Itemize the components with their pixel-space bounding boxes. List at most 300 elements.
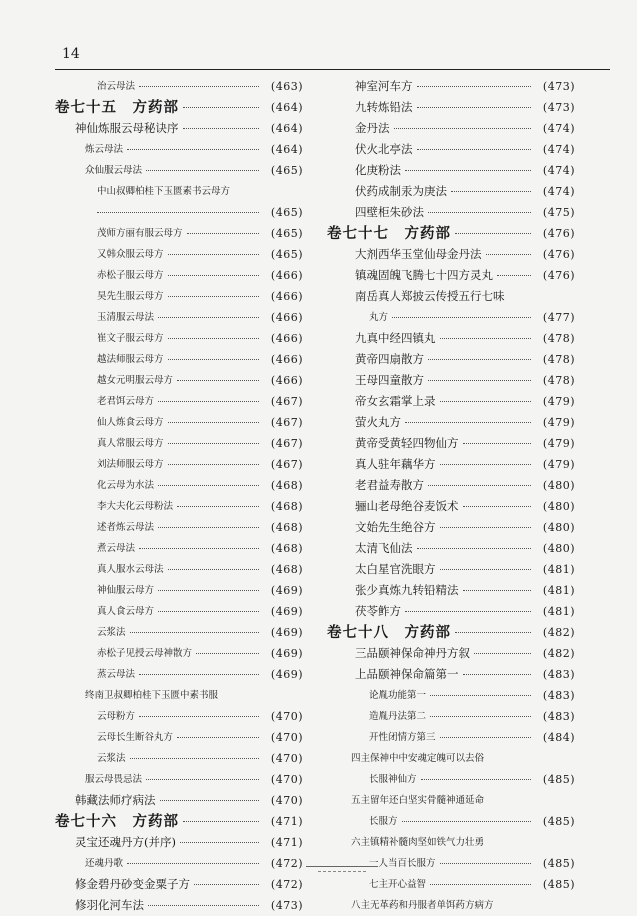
toc-leader-dots xyxy=(180,842,259,843)
toc-entry-page: (468) xyxy=(270,542,303,555)
toc-entry-title: 太白星官洗眼方 xyxy=(355,562,436,576)
toc-entry-page: (478) xyxy=(542,374,575,387)
toc-entry-title: 越法师服云母方 xyxy=(97,354,164,365)
toc-leader-dots xyxy=(428,212,531,213)
toc-leader-dots xyxy=(405,422,531,423)
toc-entry xyxy=(327,517,575,538)
toc-leader-dots xyxy=(139,716,259,717)
toc-entry xyxy=(327,454,575,475)
toc-entry xyxy=(55,853,303,874)
toc-entry-title: 卷七十六 方药部 xyxy=(55,813,179,830)
toc-entry-page: (464) xyxy=(270,122,303,135)
toc-leader-dots xyxy=(160,800,260,801)
toc-entry xyxy=(327,118,575,139)
toc-entry-title: 修金碧丹砂变金粟子方 xyxy=(75,877,190,891)
toc-leader-dots xyxy=(417,149,532,150)
toc-entry xyxy=(327,748,575,769)
toc-entry xyxy=(327,97,575,118)
toc-entry-title: 张少真炼九转铅精法 xyxy=(355,583,459,597)
toc-entry-title: 服云母畏忌法 xyxy=(85,774,143,785)
toc-entry-title: 修羽化河车法 xyxy=(75,898,144,912)
toc-leader-dots xyxy=(146,779,259,780)
toc-entry-page: (471) xyxy=(270,815,303,828)
toc-entry-title: 云浆法 xyxy=(97,753,126,764)
toc-entry-page: (483) xyxy=(542,710,575,723)
toc-entry xyxy=(327,832,575,853)
toc-leader-dots xyxy=(146,170,259,171)
toc-entry-title: 治云母法 xyxy=(97,81,136,92)
toc-leader-dots xyxy=(417,86,532,87)
toc-entry xyxy=(55,328,303,349)
toc-leader-dots xyxy=(139,548,259,549)
toc-leader-dots xyxy=(139,674,259,675)
toc-entry xyxy=(327,328,575,349)
toc-entry-title: 伏火北亭法 xyxy=(355,142,413,156)
toc-leader-dots xyxy=(130,758,259,759)
toc-entry xyxy=(327,76,575,97)
toc-leader-dots xyxy=(428,380,531,381)
toc-entry xyxy=(55,265,303,286)
toc-entry-page: (464) xyxy=(270,101,303,114)
toc-entry-page: (476) xyxy=(542,248,575,261)
toc-entry xyxy=(55,727,303,748)
toc-entry xyxy=(327,811,575,832)
toc-entry-title: 茯苓鲊方 xyxy=(355,604,401,618)
toc-entry xyxy=(327,706,575,727)
toc-leader-dots xyxy=(127,863,259,864)
toc-entry-page: (478) xyxy=(542,332,575,345)
toc-entry xyxy=(55,874,303,895)
toc-leader-dots xyxy=(187,233,259,234)
toc-leader-dots xyxy=(430,695,531,696)
toc-entry-title: 卷七十五 方药部 xyxy=(55,99,179,116)
toc-entry-page: (470) xyxy=(270,710,303,723)
toc-leader-dots xyxy=(168,338,259,339)
toc-entry xyxy=(55,895,303,916)
toc-entry-page: (474) xyxy=(542,143,575,156)
toc-leader-dots xyxy=(394,128,532,129)
toc-entry-title: 九真中经四镇丸 xyxy=(355,331,436,345)
toc-entry xyxy=(55,538,303,559)
toc-entry-title: 长服方 xyxy=(369,816,398,827)
toc-entry xyxy=(55,349,303,370)
toc-entry-page: (485) xyxy=(542,857,575,870)
toc-entry xyxy=(327,538,575,559)
toc-entry-title: 煮云母法 xyxy=(97,543,136,554)
toc-volume-heading xyxy=(327,223,575,244)
toc-entry-page: (466) xyxy=(270,374,303,387)
toc-entry-page: (480) xyxy=(542,500,575,513)
toc-volume-heading xyxy=(327,622,575,643)
toc-entry-title: 中山叔卿柏桂下玉匮素书云母方 xyxy=(97,186,231,197)
toc-entry-page: (473) xyxy=(542,101,575,114)
toc-leader-dots xyxy=(455,233,531,234)
toc-entry-title: 骊山老母绝谷麦饭术 xyxy=(355,499,459,513)
toc-entry xyxy=(55,832,303,853)
toc-leader-dots xyxy=(177,737,259,738)
toc-entry xyxy=(327,643,575,664)
toc-entry-page: (475) xyxy=(542,206,575,219)
toc-leader-dots xyxy=(402,821,531,822)
toc-leader-dots xyxy=(168,359,259,360)
toc-entry xyxy=(327,139,575,160)
toc-entry-page: (480) xyxy=(542,521,575,534)
toc-entry-title: 长服神仙方 xyxy=(369,774,417,785)
toc-leader-dots xyxy=(127,149,259,150)
toc-entry-page: (478) xyxy=(542,353,575,366)
toc-entry-page: (468) xyxy=(270,500,303,513)
toc-entry xyxy=(55,517,303,538)
toc-entry-title: 一人当百长服方 xyxy=(369,858,436,869)
toc-entry-page: (468) xyxy=(270,479,303,492)
toc-entry-title: 云母长生断谷丸方 xyxy=(97,732,174,743)
toc-leader-dots xyxy=(440,737,531,738)
toc-entry-page: (479) xyxy=(542,416,575,429)
toc-leader-dots xyxy=(168,464,259,465)
toc-entry xyxy=(327,790,575,811)
toc-entry-title: 蒸云母法 xyxy=(97,669,136,680)
toc-leader-dots xyxy=(177,506,259,507)
toc-entry-title: 丸方 xyxy=(369,312,389,323)
toc-entry-title: 黄帝四扇散方 xyxy=(355,352,424,366)
toc-entry-title: 还魂丹歌 xyxy=(85,858,124,869)
toc-entry xyxy=(327,433,575,454)
toc-entry-page: (485) xyxy=(542,815,575,828)
toc-entry-page: (481) xyxy=(542,563,575,576)
toc-leader-dots xyxy=(183,821,259,822)
toc-leader-dots xyxy=(440,527,532,528)
toc-entry-page: (473) xyxy=(270,899,303,912)
toc-entry-page: (479) xyxy=(542,395,575,408)
toc-entry-page: (469) xyxy=(270,584,303,597)
toc-entry-page: (480) xyxy=(542,479,575,492)
toc-entry-page: (483) xyxy=(542,668,575,681)
toc-entry xyxy=(55,307,303,328)
toc-entry xyxy=(327,349,575,370)
toc-entry xyxy=(55,790,303,811)
toc-entry-title: 李大夫化云母粉法 xyxy=(97,501,174,512)
toc-entry-title: 越女元明服云母方 xyxy=(97,375,174,386)
toc-entry-title: 真人驻年藕华方 xyxy=(355,457,436,471)
toc-entry-page: (484) xyxy=(542,731,575,744)
toc-leader-dots xyxy=(421,779,531,780)
toc-leader-dots xyxy=(158,590,259,591)
toc-entry xyxy=(55,391,303,412)
toc-leader-dots xyxy=(392,317,531,318)
toc-entry-page: (466) xyxy=(270,290,303,303)
toc-entry-page: (474) xyxy=(542,185,575,198)
toc-entry xyxy=(55,286,303,307)
toc-leader-dots xyxy=(168,296,259,297)
toc-entry xyxy=(327,370,575,391)
toc-entry-page: (481) xyxy=(542,584,575,597)
toc-entry xyxy=(55,454,303,475)
toc-entry-title: 真人常服云母方 xyxy=(97,438,164,449)
toc-entry-title: 五主留年还白坚实骨髓神通延命 xyxy=(351,795,485,806)
toc-entry-page: (479) xyxy=(542,437,575,450)
toc-entry xyxy=(55,160,303,181)
toc-entry xyxy=(327,580,575,601)
toc-leader-dots xyxy=(405,170,531,171)
toc-entry-title: 四主保神中中安魂定魄可以去俗 xyxy=(351,753,485,764)
toc-leader-dots xyxy=(183,107,259,108)
toc-leader-dots xyxy=(417,107,532,108)
toc-entry-title: 云浆法 xyxy=(97,627,126,638)
toc-entry xyxy=(327,391,575,412)
toc-entry-page: (465) xyxy=(270,164,303,177)
toc-leader-dots xyxy=(177,380,259,381)
toc-entry-title: 帝女玄霜掌上录 xyxy=(355,394,436,408)
toc-entry-title: 四壁柜朱砂法 xyxy=(355,205,424,219)
toc-entry xyxy=(55,622,303,643)
toc-leader-dots xyxy=(440,464,532,465)
toc-entry-page: (472) xyxy=(270,878,303,891)
toc-entry-title: 王母四童散方 xyxy=(355,373,424,387)
toc-entry-title: 八主无革药和丹服者单饵药方病方 xyxy=(351,900,494,911)
header-rule xyxy=(55,69,610,70)
toc-entry xyxy=(55,370,303,391)
toc-leader-dots xyxy=(158,527,259,528)
toc-leader-dots xyxy=(168,443,259,444)
toc-column-right xyxy=(327,76,575,916)
toc-entry xyxy=(327,244,575,265)
toc-entry xyxy=(55,118,303,139)
toc-entry-page: (482) xyxy=(542,626,575,639)
toc-entry-page: (470) xyxy=(270,752,303,765)
toc-leader-dots xyxy=(196,653,259,654)
toc-entry-page: (463) xyxy=(270,80,303,93)
toc-entry-page: (480) xyxy=(542,542,575,555)
toc-leader-dots xyxy=(463,674,532,675)
toc-entry-title: 众仙服云母法 xyxy=(85,165,143,176)
toc-entry-page: (469) xyxy=(270,626,303,639)
toc-leader-dots xyxy=(440,569,532,570)
toc-entry xyxy=(55,412,303,433)
toc-entry xyxy=(327,286,575,307)
toc-entry-title: 萤火丸方 xyxy=(355,415,401,429)
toc-leader-dots xyxy=(139,86,259,87)
toc-entry-title: 大剂西华玉堂仙母金丹法 xyxy=(355,247,482,261)
footer-rule xyxy=(306,866,378,867)
toc-entry-title: 韩藏法师疗病法 xyxy=(75,793,156,807)
toc-entry-page: (467) xyxy=(270,416,303,429)
toc-entry xyxy=(327,559,575,580)
toc-entry xyxy=(55,433,303,454)
toc-entry xyxy=(327,307,575,328)
toc-entry xyxy=(327,601,575,622)
toc-entry-page: (467) xyxy=(270,437,303,450)
toc-entry-page: (481) xyxy=(542,605,575,618)
toc-entry-title: 又韩众服云母方 xyxy=(97,249,164,260)
toc-leader-dots xyxy=(440,863,531,864)
toc-leader-dots xyxy=(497,275,531,276)
toc-entry-page: (464) xyxy=(270,143,303,156)
toc-entry-page: (482) xyxy=(542,647,575,660)
toc-entry-page: (479) xyxy=(542,458,575,471)
toc-entry-page: (483) xyxy=(542,689,575,702)
toc-entry-title: 仙人炼食云母方 xyxy=(97,417,164,428)
toc-entry-page: (477) xyxy=(542,311,575,324)
toc-entry-title: 金丹法 xyxy=(355,121,390,135)
toc-entry-page: (468) xyxy=(270,563,303,576)
toc-entry-title: 九转炼铅法 xyxy=(355,100,413,114)
toc-entry-title: 上品颐神保命篇第一 xyxy=(355,667,459,681)
toc-entry-title: 云母粉方 xyxy=(97,711,136,722)
toc-entry-page: (485) xyxy=(542,773,575,786)
toc-entry xyxy=(55,706,303,727)
toc-entry-title: 神室河车方 xyxy=(355,79,413,93)
toc-entry-title: 三品颐神保命神丹方叙 xyxy=(355,646,470,660)
toc-entry xyxy=(55,76,303,97)
toc-entry-page: (472) xyxy=(270,857,303,870)
toc-entry xyxy=(55,223,303,244)
toc-entry-title: 真人服水云母法 xyxy=(97,564,164,575)
toc-entry xyxy=(327,265,575,286)
toc-entry xyxy=(55,181,303,202)
toc-leader-dots xyxy=(148,905,259,906)
toc-entry-page: (470) xyxy=(270,731,303,744)
toc-entry-title: 真人食云母方 xyxy=(97,606,155,617)
toc-entry xyxy=(327,475,575,496)
toc-entry xyxy=(55,643,303,664)
toc-entry xyxy=(55,580,303,601)
toc-entry-title: 老君饵云母方 xyxy=(97,396,155,407)
toc-entry-page: (467) xyxy=(270,458,303,471)
toc-entry-title: 茂师方丽有服云母方 xyxy=(97,228,183,239)
toc-leader-dots xyxy=(463,590,532,591)
toc-leader-dots xyxy=(168,422,259,423)
toc-entry-page: (474) xyxy=(542,164,575,177)
toc-entry-title: 黄帝受黄轻四物仙方 xyxy=(355,436,459,450)
toc-entry-title: 老君益寿散方 xyxy=(355,478,424,492)
toc-entry xyxy=(55,685,303,706)
toc-leader-dots xyxy=(158,317,259,318)
toc-entry xyxy=(327,412,575,433)
toc-entry-page: (466) xyxy=(270,269,303,282)
toc-entry-title: 镇魂固魄飞腾七十四方灵丸 xyxy=(355,268,493,282)
toc-entry xyxy=(327,496,575,517)
toc-entry-title: 开性闭情方第三 xyxy=(369,732,436,743)
toc-entry-title: 论胤功能第一 xyxy=(369,690,427,701)
toc-entry xyxy=(327,664,575,685)
toc-volume-heading xyxy=(55,811,303,832)
toc-leader-dots xyxy=(130,632,259,633)
toc-entry-title: 卷七十八 方药部 xyxy=(327,624,451,641)
toc-entry-title: 化庚粉法 xyxy=(355,163,401,177)
toc-entry-page: (465) xyxy=(270,248,303,261)
toc-entry-title: 述者炼云母法 xyxy=(97,522,155,533)
toc-entry-title: 玉清服云母法 xyxy=(97,312,155,323)
toc-entry xyxy=(55,496,303,517)
toc-entry-title: 崔文子服云母方 xyxy=(97,333,164,344)
toc-leader-dots xyxy=(463,506,532,507)
toc-entry xyxy=(327,727,575,748)
toc-entry-title: 炼云母法 xyxy=(85,144,124,155)
toc-entry xyxy=(327,685,575,706)
toc-leader-dots xyxy=(430,716,531,717)
toc-entry-title: 造胤丹法第二 xyxy=(369,711,427,722)
toc-entry xyxy=(55,748,303,769)
toc-entry-title: 赤松子见授云母神散方 xyxy=(97,648,193,659)
toc-leader-dots xyxy=(428,485,531,486)
toc-entry-page: (476) xyxy=(542,227,575,240)
toc-entry-title: 赤松子服云母方 xyxy=(97,270,164,281)
toc-entry-page: (470) xyxy=(270,773,303,786)
toc-entry xyxy=(327,769,575,790)
toc-leader-dots xyxy=(428,359,531,360)
toc-entry-page: (473) xyxy=(542,80,575,93)
toc-entry xyxy=(327,160,575,181)
toc-leader-dots xyxy=(405,611,531,612)
toc-entry-title: 神仙服云母方 xyxy=(97,585,155,596)
toc-leader-dots xyxy=(168,275,259,276)
toc-leader-dots xyxy=(97,212,259,213)
toc-leader-dots xyxy=(430,884,531,885)
toc-entry-title: 太清飞仙法 xyxy=(355,541,413,555)
toc-entry xyxy=(327,895,575,916)
toc-entry xyxy=(55,202,303,223)
toc-leader-dots xyxy=(440,401,532,402)
toc-entry-title: 六主镇精补髓肉坚如铁气力壮勇 xyxy=(351,837,485,848)
toc-entry-title: 七主开心益智 xyxy=(369,879,427,890)
toc-entry-title: 神仙炼服云母秘诀序 xyxy=(75,121,179,135)
toc-entry xyxy=(55,769,303,790)
toc-entry-title: 昊先生服云母方 xyxy=(97,291,164,302)
toc-leader-dots xyxy=(451,191,531,192)
toc-column-left xyxy=(55,76,303,916)
toc-leader-dots xyxy=(440,338,532,339)
toc-entry-page: (476) xyxy=(542,269,575,282)
toc-leader-dots xyxy=(486,254,532,255)
toc-entry-page: (465) xyxy=(270,227,303,240)
toc-entry-page: (465) xyxy=(270,206,303,219)
footer-rule-dashed xyxy=(318,871,366,872)
toc-leader-dots xyxy=(168,254,259,255)
toc-entry-title: 卷七十七 方药部 xyxy=(327,225,451,242)
toc-leader-dots xyxy=(455,632,531,633)
toc-entry-page: (466) xyxy=(270,353,303,366)
toc-leader-dots xyxy=(474,653,531,654)
toc-entry-page: (471) xyxy=(270,836,303,849)
toc-entry xyxy=(55,139,303,160)
page-number: 14 xyxy=(62,46,80,62)
toc-leader-dots xyxy=(463,443,532,444)
toc-entry-page: (474) xyxy=(542,122,575,135)
toc-entry-title: 文始先生绝谷方 xyxy=(355,520,436,534)
toc-leader-dots xyxy=(417,548,532,549)
toc-entry-title: 终南卫叔卿柏桂下玉匮中素书服 xyxy=(85,690,219,701)
toc-entry-page: (470) xyxy=(270,794,303,807)
toc-entry-page: (469) xyxy=(270,668,303,681)
toc-entry-page: (466) xyxy=(270,332,303,345)
toc-leader-dots xyxy=(158,485,259,486)
toc-leader-dots xyxy=(158,401,259,402)
toc-leader-dots xyxy=(158,611,259,612)
toc-volume-heading xyxy=(55,97,303,118)
toc-entry-page: (469) xyxy=(270,647,303,660)
toc-entry-page: (469) xyxy=(270,605,303,618)
toc-entry-page: (485) xyxy=(542,878,575,891)
toc-entry-title: 伏药成制汞为庚法 xyxy=(355,184,447,198)
toc-entry-page: (466) xyxy=(270,311,303,324)
toc-entry-title: 刘法师服云母方 xyxy=(97,459,164,470)
toc-leader-dots xyxy=(183,128,260,129)
toc-entry xyxy=(327,181,575,202)
toc-entry-title: 南岳真人郑披云传授五行七味 xyxy=(355,289,505,303)
toc-entry-page: (467) xyxy=(270,395,303,408)
toc-entry xyxy=(327,202,575,223)
toc-entry xyxy=(55,244,303,265)
